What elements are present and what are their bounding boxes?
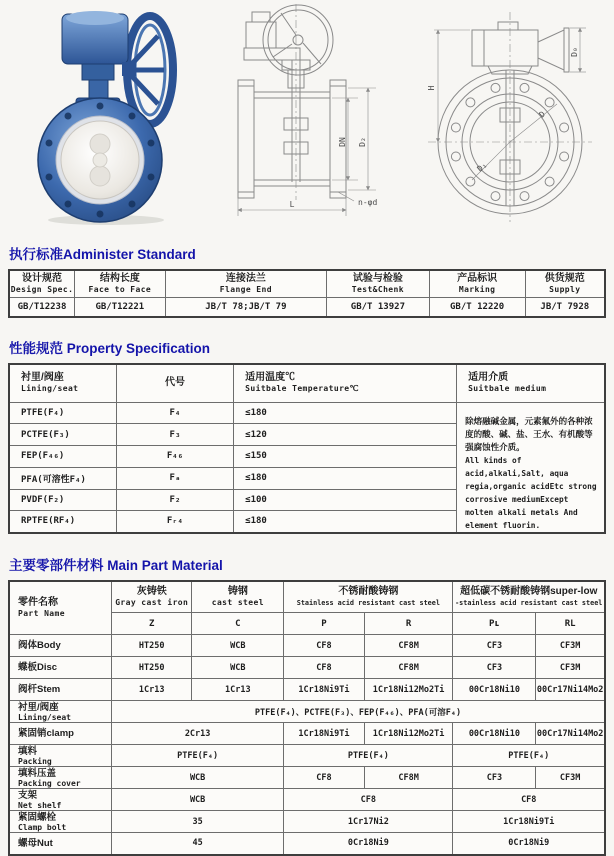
material-cell: 0Cr18Ni9 xyxy=(453,833,605,855)
table-row xyxy=(9,701,605,723)
material-cell: CF8M xyxy=(364,767,453,789)
table-row xyxy=(9,833,605,855)
material-cell: CF3M xyxy=(536,767,605,789)
material-cell: CF8 xyxy=(284,767,364,789)
dim-label-d: D xyxy=(537,109,547,120)
dim-label-d1: D₁ xyxy=(475,160,489,174)
col-marking: 产品标识 Marking xyxy=(429,270,525,297)
code-z: Z xyxy=(112,613,192,635)
col-flange-end: 连接法兰 Flange End xyxy=(165,270,327,297)
col-test-check: 试验与检验 Test&Chenk xyxy=(327,270,430,297)
code-p: P xyxy=(284,613,364,635)
main-part-material-table xyxy=(8,580,606,856)
temp-cell: ≤180 xyxy=(234,467,457,489)
material-cell: 00Cr18Ni10 xyxy=(453,723,536,745)
material-cell: 45 xyxy=(112,833,284,855)
value-cell: JB/T 7928 xyxy=(525,297,605,317)
material-cell: CF3 xyxy=(453,657,536,679)
section-title-administer-standard: 执行标准Administer Standard xyxy=(9,247,196,262)
material-cell: CF8 xyxy=(284,657,364,679)
handwheel-circle xyxy=(263,5,333,75)
part-label: 填料 Packing xyxy=(9,745,112,767)
lining-cell: PCTFE(F₃) xyxy=(9,424,116,446)
material-cell: WCB xyxy=(112,789,284,811)
material-cell: 2Cr13 xyxy=(112,723,284,745)
code-cell: Fₐ xyxy=(116,467,233,489)
table-row xyxy=(9,789,605,811)
table-row xyxy=(9,297,605,317)
dim-label-h: H xyxy=(427,85,436,91)
temp-cell: ≤150 xyxy=(234,446,457,468)
col-super-low-stainless: 超低碳不锈耐酸铸钢super-low -stainless acid resistant cast steel xyxy=(453,581,605,613)
drawings-panel xyxy=(0,0,614,230)
lining-cell: PFA(可溶性F₄) xyxy=(9,467,116,489)
material-cell: 1Cr17Ni2 xyxy=(284,811,453,833)
col-part-name: 零件名称 Part Name xyxy=(9,581,112,635)
col-code: 代号 xyxy=(116,364,233,402)
valve-front-view-drawing xyxy=(410,6,610,228)
material-cell: 1Cr18Ni9Ti xyxy=(284,723,364,745)
dim-label-holes: n-φd xyxy=(358,198,378,207)
table-row xyxy=(9,745,605,767)
table-row xyxy=(9,723,605,745)
table-row xyxy=(9,364,605,402)
part-label: 衬里/阀座 Lining/seat xyxy=(9,701,112,723)
code-cell: F₃ xyxy=(116,424,233,446)
temp-cell: ≤100 xyxy=(234,489,457,511)
medium-cell: 除熔融碱金属，元素氟外的各种浓度的酸、碱、盐、王水、有机酸等强腐蚀性介质。 All kinds of acid,alkali,Salt, aqua regia,organic acidEtc strong corrosive mediumExcept molten alkali metals And element fluorin. xyxy=(457,402,605,533)
dim-label-d2: D₂ xyxy=(358,137,367,147)
administer-standard-table xyxy=(8,269,606,318)
lining-cell: PTFE(F₄) xyxy=(9,402,116,424)
value-cell: GB/T12221 xyxy=(75,297,166,317)
code-cell: F₄ xyxy=(116,402,233,424)
material-cell: PTFE(F₄) xyxy=(284,745,453,767)
material-cell: CF8M xyxy=(364,657,453,679)
col-stainless-steel: 不锈耐酸铸钢 Stainless acid resistant cast steel xyxy=(284,581,453,613)
code-rl: RL xyxy=(536,613,605,635)
temp-cell: ≤120 xyxy=(234,424,457,446)
side-handwheel xyxy=(538,30,564,70)
material-cell: CF3M xyxy=(536,635,605,657)
material-cell: CF3M xyxy=(536,657,605,679)
part-label: 紧固螺栓 Clamp bolt xyxy=(9,811,112,833)
col-suitable-medium: 适用介质 Suitbale medium xyxy=(457,364,605,402)
lining-cell: FEP(F₄₆) xyxy=(9,446,116,468)
table-row xyxy=(9,679,605,701)
table-row xyxy=(9,767,605,789)
material-cell: HT250 xyxy=(112,635,192,657)
butterfly-valve-photo xyxy=(22,2,186,228)
material-cell: 1Cr13 xyxy=(112,679,192,701)
col-face-to-face: 结构长度 Face to Face xyxy=(75,270,166,297)
material-cell: 1Cr18Ni9Ti xyxy=(284,679,364,701)
table-row xyxy=(9,270,605,297)
material-cell: CF8 xyxy=(284,789,453,811)
dim-label-l: L xyxy=(289,200,295,209)
part-label: 阀体Body xyxy=(9,635,112,657)
dim-label-dn: DN xyxy=(338,137,347,147)
table-row xyxy=(9,657,605,679)
part-label: 支架 Net shelf xyxy=(9,789,112,811)
part-label: 阀杆Stem xyxy=(9,679,112,701)
col-cast-steel: 铸钢 cast steel xyxy=(192,581,284,613)
material-cell: WCB xyxy=(192,635,284,657)
actuator-box xyxy=(472,30,538,66)
material-cell: 1Cr18Ni12Mo2Ti xyxy=(364,679,453,701)
temp-cell: ≤180 xyxy=(234,511,457,533)
col-design-spec: 设计规范 Design Spec. xyxy=(9,270,75,297)
code-cell: F₄₆ xyxy=(116,446,233,468)
table-row xyxy=(9,635,605,657)
material-cell: PTFE(F₄) xyxy=(453,745,605,767)
temp-cell: ≤180 xyxy=(234,402,457,424)
code-cell: Fᵣ₄ xyxy=(116,511,233,533)
material-cell: HT250 xyxy=(112,657,192,679)
part-label: 紧固销clamp xyxy=(9,723,112,745)
material-cell: 00Cr18Ni10 xyxy=(453,679,536,701)
property-specification-table xyxy=(8,363,606,534)
col-suitable-temperature: 适用温度℃ Suitbale Temperature℃ xyxy=(234,364,457,402)
material-cell: 00Cr17Ni14Mo2 xyxy=(536,723,605,745)
part-label: 填料压盖 Packing cover xyxy=(9,767,112,789)
value-cell: GB/T12238 xyxy=(9,297,75,317)
table-row xyxy=(9,811,605,833)
material-cell: WCB xyxy=(112,767,284,789)
section-title-property-specification: 性能规范 Property Specification xyxy=(9,341,211,356)
material-cell: CF8 xyxy=(284,635,364,657)
part-label: 蝶板Disc xyxy=(9,657,112,679)
material-cell: 1Cr13 xyxy=(192,679,284,701)
table-row xyxy=(9,581,605,613)
col-lining-seat: 衬里/阀座 Lining/seat xyxy=(9,364,116,402)
material-cell: 35 xyxy=(112,811,284,833)
material-cell: 1Cr18Ni12Mo2Ti xyxy=(364,723,453,745)
valve-body xyxy=(38,98,162,222)
material-cell: CF3 xyxy=(453,767,536,789)
valve-side-section-drawing xyxy=(208,0,408,228)
code-cell: F₂ xyxy=(116,489,233,511)
value-cell: GB/T 13927 xyxy=(327,297,430,317)
table-row xyxy=(9,402,605,424)
material-cell: CF3 xyxy=(453,635,536,657)
code-r: R xyxy=(364,613,453,635)
value-cell: JB/T 78;JB/T 79 xyxy=(165,297,327,317)
material-cell: 1Cr18Ni9Ti xyxy=(453,811,605,833)
material-cell: 0Cr18Ni9 xyxy=(284,833,453,855)
lining-cell: PVDF(F₂) xyxy=(9,489,116,511)
gear-actuator xyxy=(62,11,136,108)
material-cell: CF8M xyxy=(364,635,453,657)
section-title-main-part-material: 主要零部件材料 Main Part Material xyxy=(9,557,223,573)
material-cell: 00Cr17Ni14Mo2 xyxy=(536,679,605,701)
material-cell: PTFE(F₄)、PCTFE(F₃)、FEP(F₄₆)、PFA(可溶F₄) xyxy=(112,701,606,723)
code-pl: Pʟ xyxy=(453,613,536,635)
col-supply: 供货规范 Supply xyxy=(525,270,605,297)
col-gray-cast-iron: 灰铸铁 Gray cast iron xyxy=(112,581,192,613)
material-cell: WCB xyxy=(192,657,284,679)
lining-cell: RPTFE(RF₄) xyxy=(9,511,116,533)
part-label: 螺母Nut xyxy=(9,833,112,855)
value-cell: GB/T 12220 xyxy=(429,297,525,317)
dim-label-d0: D₀ xyxy=(570,47,579,57)
material-cell: PTFE(F₄) xyxy=(112,745,284,767)
code-c: C xyxy=(192,613,284,635)
material-cell: CF8 xyxy=(453,789,605,811)
